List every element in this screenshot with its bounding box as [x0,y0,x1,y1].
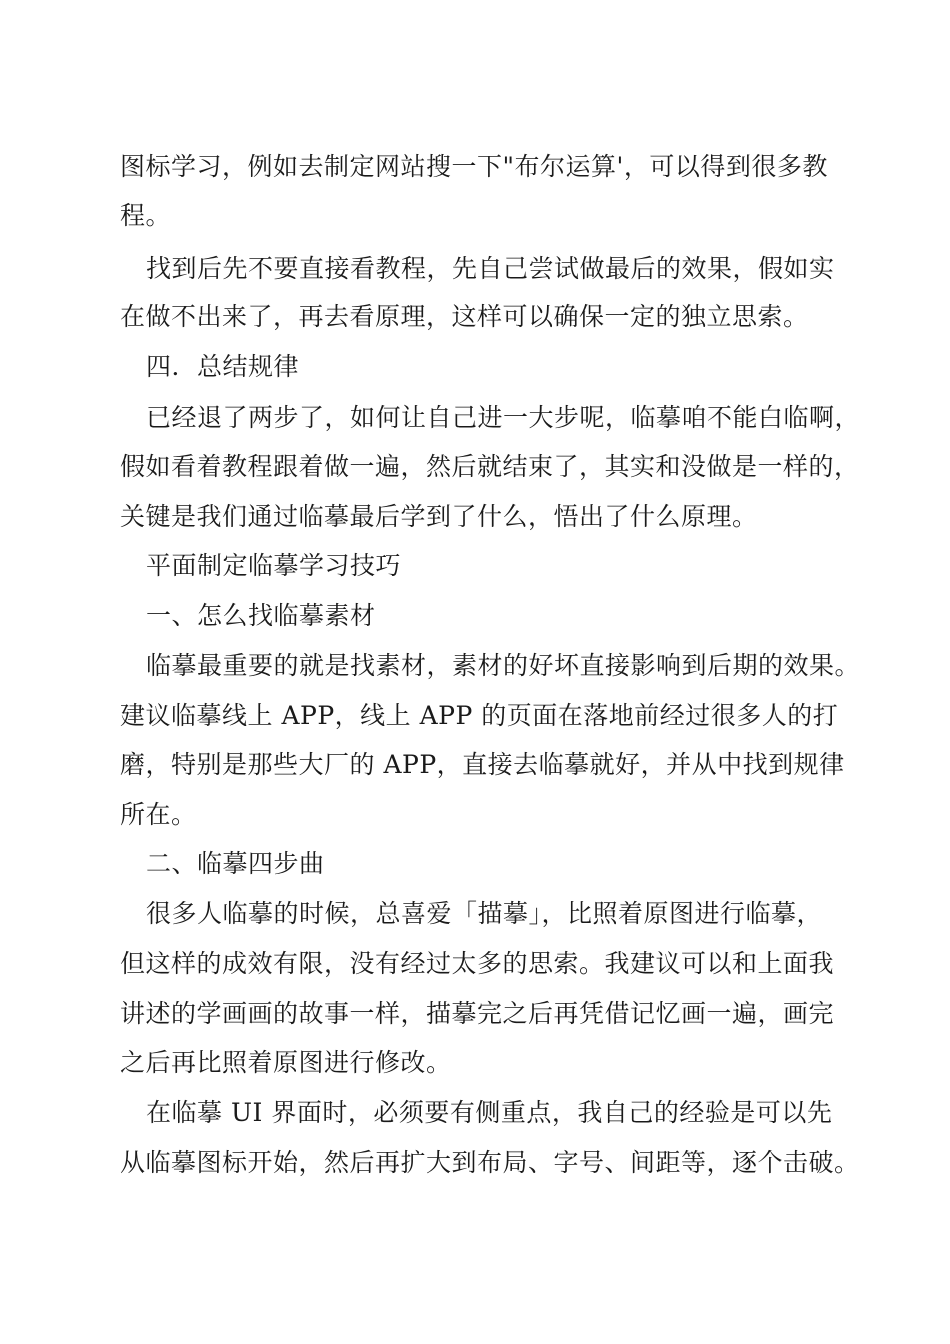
paragraph-line: 很多人临摹的时候，总喜爱「描摹」，比照着原图进行临摹， [146,899,823,928]
paragraph-line: 在做不出来了，再去看原理，这样可以确保一定的独立思索。 [120,302,809,331]
paragraph-line: 临摹最重要的就是找素材，素材的好坏直接影响到后期的效果。 [146,651,861,680]
section-title: 平面制定临摹学习技巧 [146,551,402,580]
section-heading: 二、临摹四步曲 [146,849,325,878]
paragraph-line: 讲述的学画画的故事一样，描摹完之后再凭借记忆画一遍，画完 [120,999,835,1028]
paragraph-line: 但这样的成效有限，没有经过太多的思索。我建议可以和上面我 [120,949,835,978]
paragraph-line: 关键是我们通过临摹最后学到了什么，悟出了什么原理。 [120,502,758,531]
paragraph-line: 磨，特别是那些大厂的 APP，直接去临摹就好，并从中找到规律 [120,750,845,779]
paragraph-line: 假如看着教程跟着做一遍，然后就结束了，其实和没做是一样的， [120,452,860,481]
paragraph-line: 已经退了两步了，如何让自己进一大步呢，临摹咱不能白临啊， [146,403,861,432]
paragraph-line: 程。 [120,201,172,230]
paragraph-line: 从临摹图标开始，然后再扩大到布局、字号、间距等，逐个击破。 [120,1148,860,1177]
paragraph-line: 建议临摹线上 APP，线上 APP 的页面在落地前经过很多人的打 [120,701,839,730]
paragraph-line: 之后再比照着原图进行修改。 [120,1048,452,1077]
section-heading: 一、怎么找临摹素材 [146,601,376,630]
paragraph-line: 图标学习，例如去制定网站搜一下"布尔运算'，可以得到很多教 [120,152,828,181]
section-heading: 四．总结规律 [146,352,300,381]
paragraph-line: 在临摹 UI 界面时，必须要有侧重点，我自己的经验是可以先 [146,1098,833,1127]
paragraph-line: 所在。 [120,800,197,829]
paragraph-line: 找到后先不要直接看教程，先自己尝试做最后的效果，假如实 [146,254,835,283]
